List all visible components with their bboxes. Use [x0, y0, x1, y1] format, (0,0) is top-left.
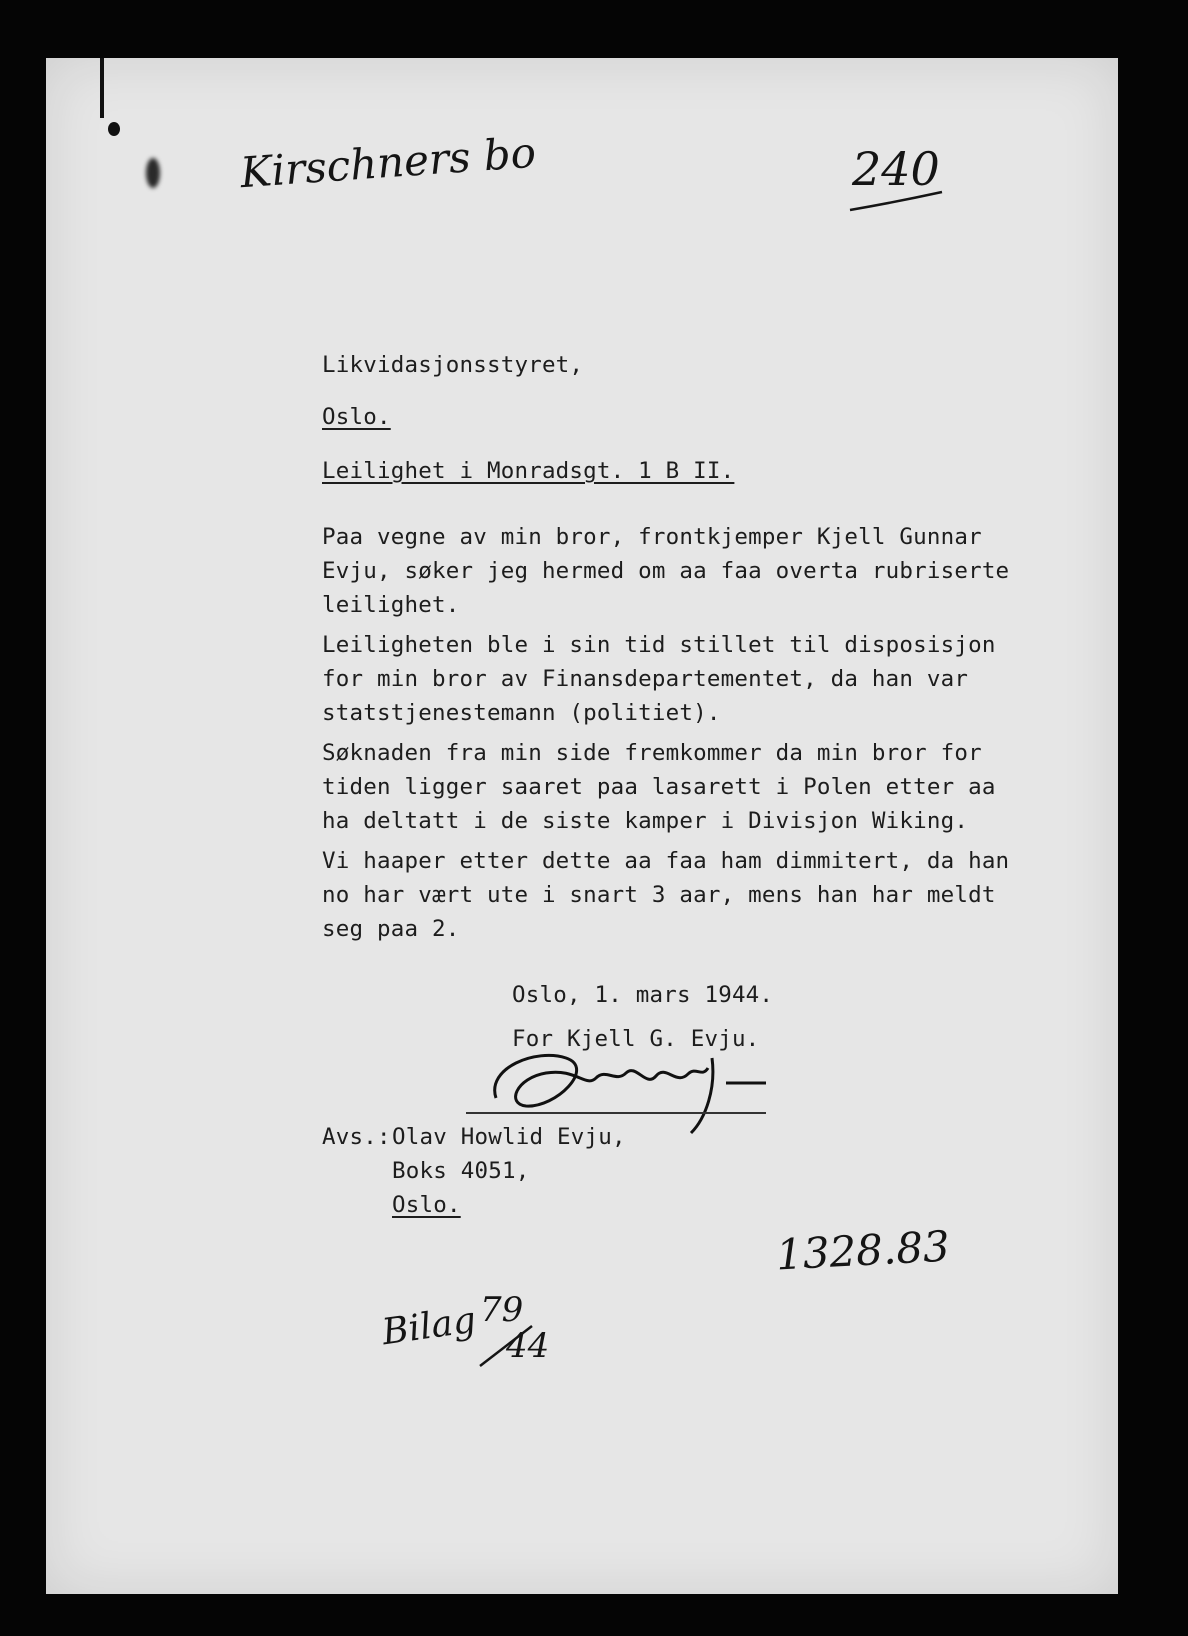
recipient-line: Likvidasjonsstyret,	[322, 352, 584, 378]
body-line: Paa vegne av min bror, frontkjemper Kjell Gunnar	[322, 524, 982, 550]
signature	[476, 1028, 776, 1138]
body-line: tiden ligger saaret paa lasarett i Polen etter aa	[322, 774, 996, 800]
handwritten-reference-number: 1328.83	[774, 1221, 951, 1280]
body-line: seg paa 2.	[322, 916, 460, 942]
handwritten-underline	[846, 188, 946, 218]
handwritten-fraction-bottom: 44	[506, 1326, 550, 1366]
sender-name: Olav Howlid Evju,	[392, 1124, 626, 1150]
body-line: Leiligheten ble i sin tid stillet til disposisjon	[322, 632, 996, 658]
on-behalf-line: For Kjell G. Evju.	[512, 1026, 760, 1052]
handwritten-bilag-note: Bilag	[379, 1299, 479, 1354]
handwritten-page-number: 240	[852, 142, 940, 196]
ink-mark	[100, 58, 104, 118]
handwritten-name-note: Kirschners bo	[238, 127, 538, 198]
sender-label: Avs.:	[322, 1124, 391, 1150]
body-line: for min bror av Finansdepartementet, da han var	[322, 666, 969, 692]
body-line: leilighet.	[322, 592, 460, 618]
body-line: Søknaden fra min side fremkommer da min bror for	[322, 740, 982, 766]
subject-line: Leilighet i Monradsgt. 1 B II.	[322, 458, 735, 484]
recipient-city: Oslo.	[322, 404, 391, 430]
body-line: ha deltatt i de siste kamper i Divisjon Wiking.	[322, 808, 969, 834]
sender-box: Boks 4051,	[392, 1158, 530, 1184]
ink-blot	[146, 158, 160, 188]
ink-blot	[108, 122, 120, 136]
body-line: Evju, søker jeg hermed om aa faa overta rubriserte	[322, 558, 1010, 584]
date-line: Oslo, 1. mars 1944.	[512, 982, 774, 1008]
document-page	[46, 58, 1118, 1594]
handwritten-fraction-top: 79	[480, 1290, 524, 1330]
sender-city: Oslo.	[392, 1192, 461, 1218]
body-line: no har vært ute i snart 3 aar, mens han har meldt	[322, 882, 996, 908]
signature-line	[466, 1112, 766, 1114]
body-line: statstjenestemann (politiet).	[322, 700, 721, 726]
body-line: Vi haaper etter dette aa faa ham dimmitert, da han	[322, 848, 1010, 874]
